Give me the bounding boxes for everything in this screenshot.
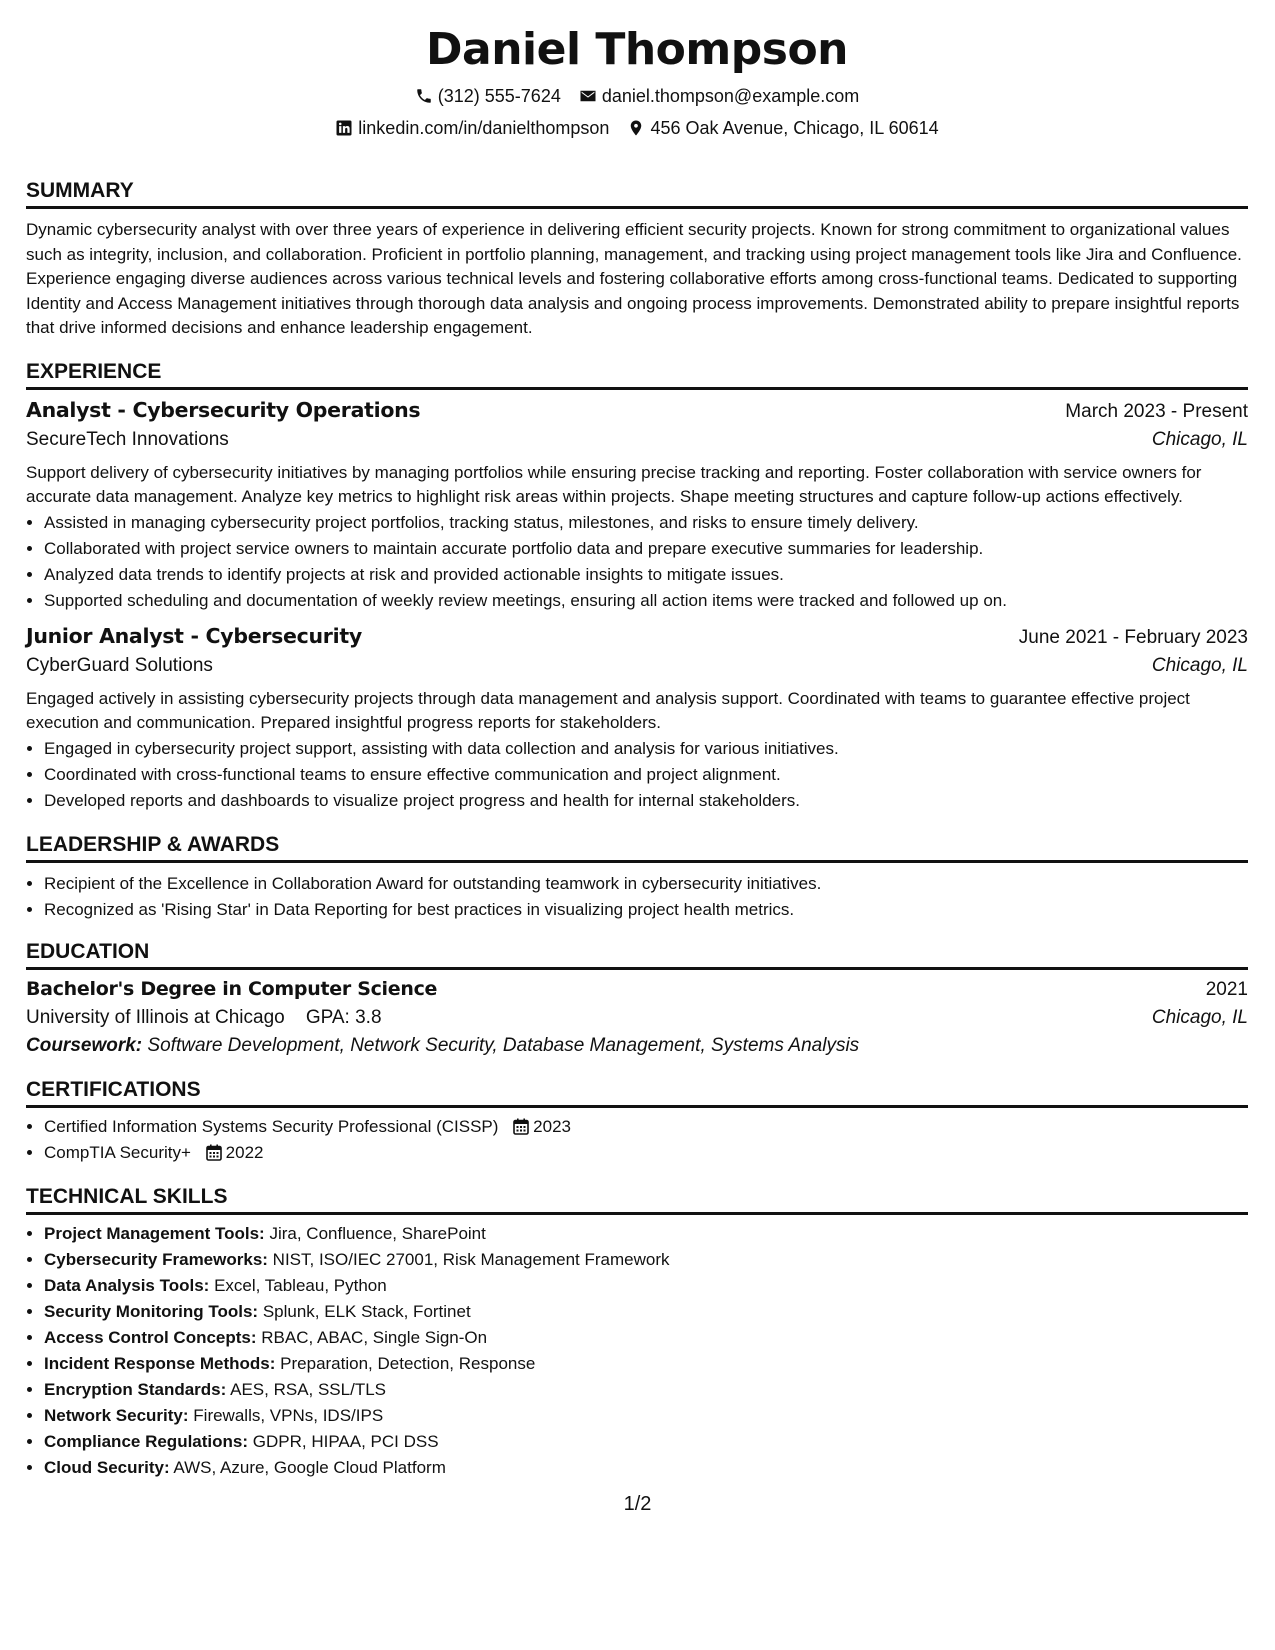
section-title: TECHNICAL SKILLS — [26, 1184, 1248, 1215]
skill-label: Security Monitoring Tools: — [44, 1301, 259, 1321]
list-item — [44, 1429, 1248, 1455]
page-number: 1/2 — [623, 1493, 652, 1515]
experience-section — [26, 359, 1248, 814]
summary-section — [26, 178, 1248, 341]
linkedin-url: linkedin.com/in/danielthompson — [358, 118, 610, 138]
list-item: • Coordinated with cross-functional teams to ensure effective communication and project alignment. — [44, 762, 1248, 788]
address-contact — [627, 116, 938, 140]
skill-value: Splunk, ELK Stack, Fortinet — [262, 1301, 471, 1321]
list-item — [44, 1299, 1248, 1325]
phone-number: (312) 555-7624 — [437, 86, 561, 106]
list-item — [44, 1403, 1248, 1429]
degree-title: Bachelor's Degree in Computer Science — [26, 977, 438, 1000]
job-title: Analyst - Cybersecurity Operations — [26, 397, 421, 422]
skill-value: GDPR, HIPAA, PCI DSS — [252, 1431, 439, 1451]
list-item: • Recognized as 'Rising Star' in Data Reporting for best practices in visualizing project health metrics. — [44, 897, 1248, 923]
job-entry — [26, 398, 1248, 614]
street-address: 456 Oak Avenue, Chicago, IL 60614 — [650, 118, 939, 138]
cert-year: 2022 — [225, 1142, 264, 1162]
job-entry — [26, 624, 1248, 814]
skills-list — [26, 1221, 1248, 1481]
list-item — [44, 1455, 1248, 1481]
skill-label: Network Security: — [44, 1405, 189, 1425]
contact-row-2 — [26, 116, 1248, 140]
cert-name: CompTIA Security+ — [44, 1142, 191, 1162]
skill-value: AWS, Azure, Google Cloud Platform — [173, 1457, 446, 1477]
skill-value: Firewalls, VPNs, IDS/IPS — [193, 1405, 384, 1425]
linkedin-contact[interactable] — [335, 116, 609, 140]
skill-label: Incident Response Methods: — [44, 1353, 276, 1373]
cert-year: 2023 — [533, 1116, 571, 1136]
list-item: • Recipient of the Excellence in Collaboration Award for outstanding teamwork in cybersecurity initiatives. — [44, 871, 1248, 897]
job-bullets — [26, 736, 1248, 814]
job-dates: June 2021 - February 2023 — [1018, 626, 1248, 648]
contact-row-1 — [26, 84, 1248, 108]
skill-value: Preparation, Detection, Response — [280, 1353, 536, 1373]
list-item — [44, 1221, 1248, 1247]
summary-text: Dynamic cybersecurity analyst with over three years of experience in delivering efficient security projects. Known for strong commitment to organizational values such as integrity, inclusion, and collaboration. Proficient in portfolio planning, management, and tracking using project management tools like Jira and Confluence. Experience engaging diverse audiences across various technical levels and fostering collaborative efforts among cross-functional teams. Dedicated to supporting Identity and Access Management initiatives through thorough data analysis and ongoing process improvements. Demonstrated ability to prepare insightful reports that drive informed decisions and enhance leadership engagement. — [26, 220, 1242, 337]
calendar-icon — [206, 1144, 222, 1161]
list-item: • Engaged in cybersecurity project support, assisting with data collection and analysis for various initiatives. — [44, 736, 1248, 762]
section-title: LEADERSHIP & AWARDS — [26, 832, 1248, 863]
skill-label: Cloud Security: — [44, 1457, 170, 1477]
skill-value: RBAC, ABAC, Single Sign-On — [261, 1327, 488, 1347]
list-item — [44, 1247, 1248, 1273]
email-contact[interactable] — [579, 84, 859, 108]
certifications-list — [26, 1114, 1248, 1166]
phone-icon — [415, 87, 433, 105]
awards-section — [26, 832, 1248, 923]
skill-value: Excel, Tableau, Python — [214, 1275, 387, 1295]
section-title: CERTIFICATIONS — [26, 1077, 1248, 1108]
skill-value: NIST, ISO/IEC 27001, Risk Management Framework — [272, 1249, 670, 1269]
cert-name: Certified Information Systems Security Professional (CISSP) — [44, 1116, 499, 1136]
job-location: Chicago, IL — [1151, 654, 1248, 676]
section-title: SUMMARY — [26, 178, 1248, 209]
gpa: GPA: 3.8 — [305, 1006, 382, 1028]
job-description: Engaged actively in assisting cybersecurity projects through data management and analysis support. Coordinated with teams to guarantee effective project execution and communication. Prepared insightful progress reports for stakeholders. — [26, 688, 1190, 732]
list-item — [44, 1114, 1248, 1140]
coursework-list: Software Development, Network Security, Database Management, Systems Analysis — [147, 1034, 860, 1056]
job-location: Chicago, IL — [1151, 428, 1248, 450]
job-company: CyberGuard Solutions — [26, 654, 213, 676]
section-title: EXPERIENCE — [26, 359, 1248, 390]
coursework-label: Coursework: — [26, 1034, 143, 1056]
skill-value: AES, RSA, SSL/TLS — [230, 1379, 387, 1399]
school-name: University of Illinois at Chicago — [26, 1006, 285, 1028]
education-section — [26, 939, 1248, 1057]
list-item — [44, 1325, 1248, 1351]
list-item: • Developed reports and dashboards to visualize project progress and health for internal stakeholders. — [44, 788, 1248, 814]
linkedin-icon — [335, 119, 353, 137]
job-company: SecureTech Innovations — [26, 428, 229, 450]
graduation-year: 2021 — [1205, 978, 1248, 1000]
job-description: Support delivery of cybersecurity initiatives by managing portfolios while ensuring precise tracking and reporting. Foster collaboration with service owners for accurate data management. Analyze key metrics to highlight risk areas within projects. Shape meeting structures and capture follow-up actions effectively. — [26, 462, 1202, 506]
skill-label: Encryption Standards: — [44, 1379, 227, 1399]
skill-label: Cybersecurity Frameworks: — [44, 1249, 268, 1269]
resume-page — [26, 0, 1248, 1481]
list-item — [44, 1351, 1248, 1377]
skill-label: Data Analysis Tools: — [44, 1275, 210, 1295]
skill-value: Jira, Confluence, SharePoint — [269, 1223, 486, 1243]
list-item — [44, 1377, 1248, 1403]
envelope-icon — [579, 87, 597, 105]
school-location: Chicago, IL — [1151, 1006, 1248, 1028]
candidate-name: Daniel Thompson — [425, 24, 848, 75]
job-dates: March 2023 - Present — [1065, 400, 1248, 422]
skill-label: Compliance Regulations: — [44, 1431, 249, 1451]
coursework — [26, 1035, 1248, 1057]
job-bullets — [26, 510, 1248, 614]
calendar-icon — [513, 1118, 529, 1135]
job-title: Junior Analyst - Cybersecurity — [26, 623, 362, 648]
email-address: daniel.thompson@example.com — [601, 86, 860, 106]
section-title: EDUCATION — [26, 939, 1248, 970]
skill-label: Project Management Tools: — [44, 1223, 265, 1243]
list-item — [44, 1140, 1248, 1166]
list-item — [44, 1273, 1248, 1299]
skills-section — [26, 1184, 1248, 1481]
phone-contact — [415, 84, 561, 108]
certifications-section — [26, 1077, 1248, 1166]
list-item: • Assisted in managing cybersecurity project portfolios, tracking status, milestones, and risks to ensure timely delivery. — [44, 510, 1248, 536]
list-item: • Supported scheduling and documentation of weekly review meetings, ensuring all action items were tracked and followed up on. — [44, 588, 1248, 614]
list-item: • Collaborated with project service owners to maintain accurate portfolio data and prepare executive summaries for leadership. — [44, 536, 1248, 562]
list-item: • Analyzed data trends to identify projects at risk and provided actionable insights to mitigate issues. — [44, 562, 1248, 588]
skill-label: Access Control Concepts: — [44, 1327, 257, 1347]
awards-list — [26, 871, 1248, 923]
map-pin-icon — [627, 119, 645, 137]
